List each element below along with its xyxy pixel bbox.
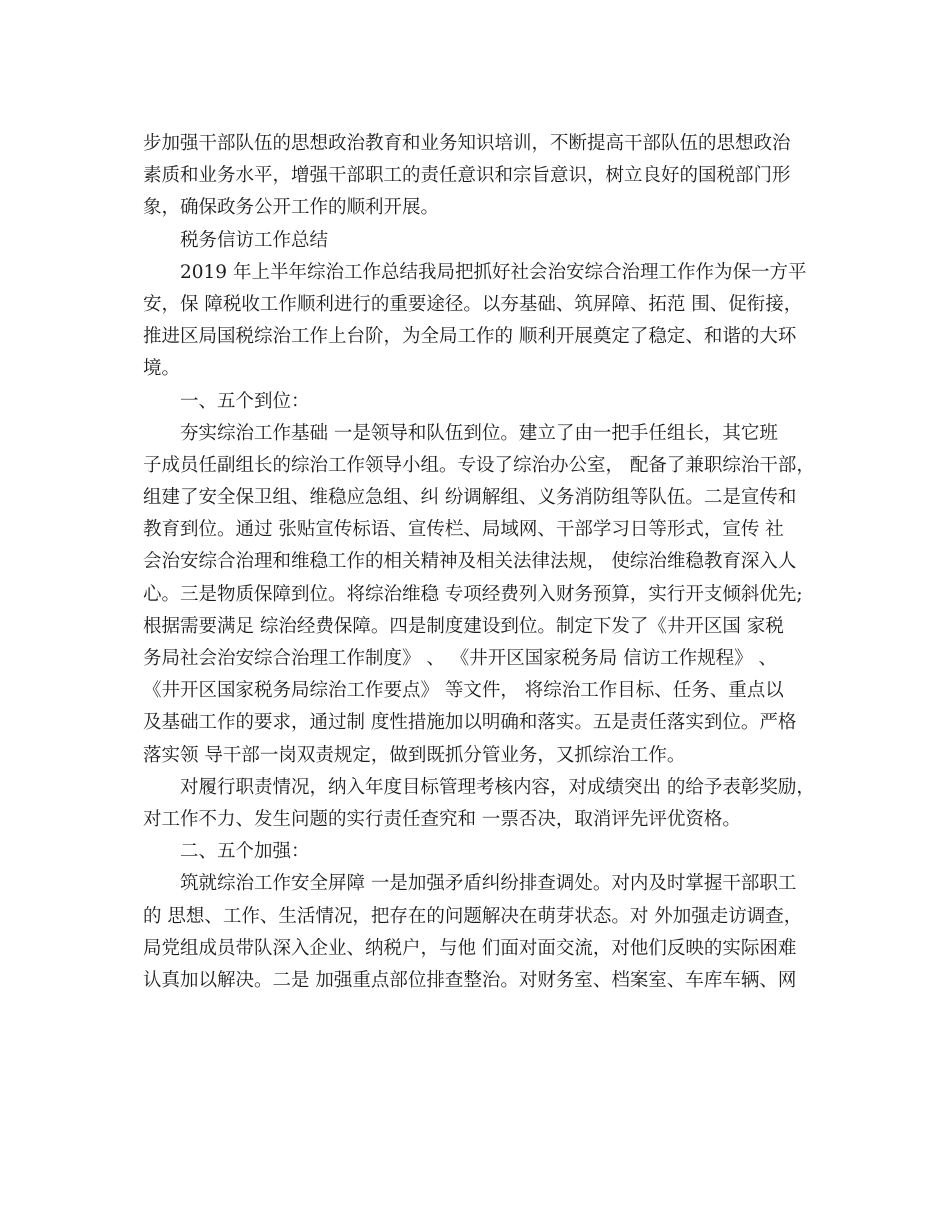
text-line: 对履行职责情况，纳入年度目标管理考核内容，对成绩突出 的给予表彰奖励， xyxy=(180,776,815,798)
text-line: 一、五个到位： xyxy=(180,390,310,412)
text-line: 二、五个加强： xyxy=(180,841,310,863)
document-body xyxy=(143,128,815,997)
text-line: 步加强干部队伍的思想政治教育和业务知识培训，不断提高干部队伍的思想政治 xyxy=(143,133,791,154)
text-line: 象，确保政务公开工作的顺利开展。 xyxy=(143,197,440,219)
text-line: 组建了安全保卫组、维稳应急组、纠 纷调解组、义务消防组等队伍。二是宣传和 xyxy=(143,487,797,509)
text-line: 税务信访工作总结 xyxy=(180,229,329,251)
text-line: 教育到位。通过 张贴宣传标语、宣传栏、局域网、干部学习日等形式，宣传 社 xyxy=(143,519,784,541)
text-line: 推进区局国税综治工作上台阶，为全局工作的 顺利开展奠定了稳定、和谐的大环 xyxy=(143,326,797,348)
text-line: 安，保 障税收工作顺利进行的重要途径。以夯基础、筑屏障、拓范 围、促衔接， xyxy=(143,293,803,315)
text-line: 局党组成员带队深入企业、纳税户，与他 们面对面交流，对他们反映的实际困难 xyxy=(143,937,797,959)
text-line: 筑就综治工作安全屏障 一是加强矛盾纠纷排查调处。对内及时掌握干部职工 xyxy=(180,873,797,895)
text-line: 的 思想、工作、生活情况，把存在的问题解决在萌芽状态。对 外加强走访调查， xyxy=(143,905,803,927)
text-line: 夯实综治工作基础 一是领导和队伍到位。建立了由一把手任组长，其它班 xyxy=(180,422,778,444)
text-line: 落实领 导干部一岗双责规定，做到既抓分管业务，又抓综治工作。 xyxy=(143,744,686,766)
text-line: 境。 xyxy=(143,358,181,380)
text-line: 2019 年上半年综治工作总结我局把抓好社会治安综合治理工作作为保一方平 xyxy=(180,261,807,283)
text-line: 根据需要满足 综治经费保障。四是制度建设到位。制定下发了《井开区国 家税 xyxy=(143,615,784,637)
text-line: 子成员任副组长的综治工作领导小组。专设了综治办公室， 配备了兼职综治干部， xyxy=(143,454,815,476)
text-line: 对工作不力、发生问题的实行责任查究和 一票否决，取消评先评优资格。 xyxy=(143,808,741,830)
text-line: 务局社会治安综合治理工作制度》 、 《井开区国家税务局 信访工作规程》 、 xyxy=(143,648,778,669)
text-line: 素质和业务水平，增强干部职工的责任意识和宗旨意识，树立良好的国税部门形 xyxy=(143,165,791,187)
text-line: 会治安综合治理和维稳工作的相关精神及相关法律法规， 使综治维稳教育深入人 xyxy=(143,551,797,573)
text-line: 及基础工作的要求，通过制 度性措施加以明确和落实。五是责任落实到位。严格 xyxy=(143,712,797,734)
text-line: 认真加以解决。二是 加强重点部位排查整治。对财务室、档案室、车库车辆、网 xyxy=(143,969,797,991)
text-line: 《井开区国家税务局综治工作要点》 等文件， 将综治工作目标、任务、重点以 xyxy=(143,680,784,702)
text-line: 心。三是物质保障到位。将综治维稳 专项经费列入财务预算，实行开支倾斜优先; xyxy=(143,583,803,605)
